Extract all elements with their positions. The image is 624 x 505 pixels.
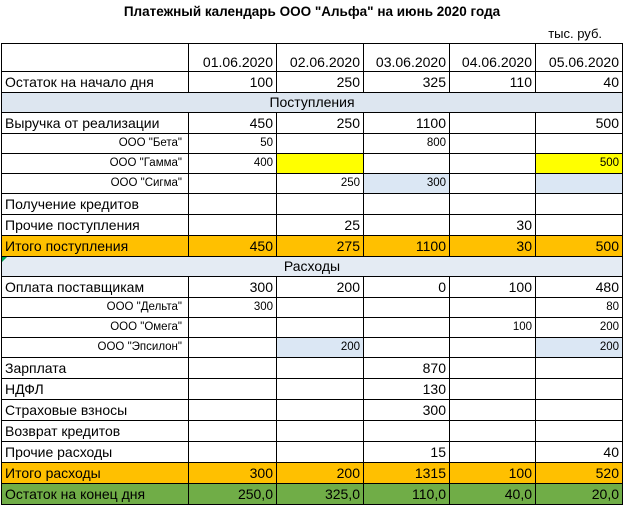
cell: 40,0 xyxy=(450,484,536,505)
cell: 450 xyxy=(189,236,277,257)
cell: 1100 xyxy=(364,236,450,257)
cell: 80 xyxy=(536,298,623,318)
cell: 100 xyxy=(189,72,277,93)
row-label: Возврат кредитов xyxy=(2,421,189,442)
cell xyxy=(450,358,536,379)
cell: 100 xyxy=(450,318,536,338)
date-header: 04.06.2020 xyxy=(450,44,536,72)
cell: 250,0 xyxy=(189,484,277,505)
row-label: ООО "Дельта" xyxy=(2,298,189,318)
cell: 1315 xyxy=(364,463,450,484)
gamma-row xyxy=(2,154,623,174)
cell xyxy=(450,338,536,358)
other-receipts-row xyxy=(2,215,623,236)
cell: 500 xyxy=(536,236,623,257)
cell xyxy=(450,174,536,194)
cell xyxy=(189,358,277,379)
date-header: 01.06.2020 xyxy=(189,44,277,72)
cell xyxy=(189,338,277,358)
cell xyxy=(189,379,277,400)
cell: 30 xyxy=(450,215,536,236)
header-empty-cell xyxy=(2,44,189,72)
cell xyxy=(189,318,277,338)
cell xyxy=(450,194,536,215)
row-label: ООО "Эпсилон" xyxy=(2,338,189,358)
cell xyxy=(277,358,364,379)
cell xyxy=(277,400,364,421)
sigma-row xyxy=(2,174,623,194)
cell xyxy=(536,421,623,442)
other-expenses-row xyxy=(2,442,623,463)
date-header: 03.06.2020 xyxy=(364,44,450,72)
cell: 50 xyxy=(189,134,277,154)
beta-row xyxy=(2,134,623,154)
ndfl-row xyxy=(2,379,623,400)
cell xyxy=(450,379,536,400)
cell: 110 xyxy=(450,72,536,93)
row-label: Остаток на начало дня xyxy=(2,72,189,93)
total-receipts-row xyxy=(2,236,623,257)
revenue-row xyxy=(2,113,623,134)
row-label: НДФЛ xyxy=(2,379,189,400)
cell: 300 xyxy=(364,400,450,421)
cell xyxy=(536,400,623,421)
cell xyxy=(364,215,450,236)
cell: 450 xyxy=(189,113,277,134)
cell: 275 xyxy=(277,236,364,257)
cell xyxy=(536,215,623,236)
cell xyxy=(189,400,277,421)
cell xyxy=(277,194,364,215)
highlighted-cell: 500 xyxy=(536,154,623,174)
cell: 0 xyxy=(364,277,450,298)
cell: 250 xyxy=(277,72,364,93)
cell: 800 xyxy=(364,134,450,154)
loans-received-row xyxy=(2,194,623,215)
row-label: Прочие расходы xyxy=(2,442,189,463)
row-label: Выручка от реализации xyxy=(2,113,189,134)
cell xyxy=(189,442,277,463)
cell xyxy=(536,194,623,215)
cell xyxy=(450,113,536,134)
cell: 200 xyxy=(277,277,364,298)
cell: 250 xyxy=(277,174,364,194)
cell xyxy=(536,134,623,154)
row-label: Зарплата xyxy=(2,358,189,379)
cell: 1100 xyxy=(364,113,450,134)
cell xyxy=(277,298,364,318)
cell xyxy=(277,421,364,442)
cell: 480 xyxy=(536,277,623,298)
highlighted-cell xyxy=(277,154,364,174)
cell: 130 xyxy=(364,379,450,400)
loan-repayment-row xyxy=(2,421,623,442)
cell: 520 xyxy=(536,463,623,484)
cell xyxy=(189,421,277,442)
cell: 300 xyxy=(189,298,277,318)
delta-row xyxy=(2,298,623,318)
highlighted-cell xyxy=(536,174,623,194)
cell: 325 xyxy=(364,72,450,93)
cell: 40 xyxy=(536,442,623,463)
page-title: Платежный календарь ООО "Альфа" на июнь 2020 года xyxy=(123,4,501,19)
suppliers-row xyxy=(2,277,623,298)
row-label: ООО "Сигма" xyxy=(2,174,189,194)
cell: 20,0 xyxy=(536,484,623,505)
closing-balance-row xyxy=(2,484,623,505)
cell xyxy=(450,298,536,318)
row-label: Остаток на конец дня xyxy=(2,484,189,505)
insurance-row xyxy=(2,400,623,421)
highlighted-cell: 200 xyxy=(536,338,623,358)
cell: 100 xyxy=(450,277,536,298)
cell: 40 xyxy=(536,72,623,93)
cell: 200 xyxy=(277,463,364,484)
salary-row xyxy=(2,358,623,379)
row-label: Оплата поставщикам xyxy=(2,277,189,298)
date-header: 05.06.2020 xyxy=(536,44,623,72)
row-label: ООО "Бета" xyxy=(2,134,189,154)
cell xyxy=(450,134,536,154)
date-header: 02.06.2020 xyxy=(277,44,364,72)
cell xyxy=(189,174,277,194)
cell: 110,0 xyxy=(364,484,450,505)
payment-calendar-table xyxy=(1,43,623,505)
receipts-section-row xyxy=(2,93,623,113)
cell xyxy=(277,379,364,400)
cell xyxy=(364,421,450,442)
cell: 250 xyxy=(277,113,364,134)
opening-balance-row xyxy=(2,72,623,93)
cell: 15 xyxy=(364,442,450,463)
row-label: Итого поступления xyxy=(2,236,189,257)
cell: 100 xyxy=(450,463,536,484)
cell xyxy=(277,442,364,463)
cell xyxy=(536,358,623,379)
cell xyxy=(277,134,364,154)
section-heading: Расходы xyxy=(2,257,623,277)
highlighted-cell: 300 xyxy=(364,174,450,194)
cell xyxy=(450,400,536,421)
cell xyxy=(364,154,450,174)
omega-row xyxy=(2,318,623,338)
cell: 870 xyxy=(364,358,450,379)
cell xyxy=(189,215,277,236)
epsilon-row xyxy=(2,338,623,358)
cell xyxy=(277,318,364,338)
table-header-row xyxy=(2,44,623,72)
highlighted-cell: 200 xyxy=(277,338,364,358)
section-heading: Поступления xyxy=(2,93,623,113)
total-expenses-row xyxy=(2,463,623,484)
cell xyxy=(364,318,450,338)
cell: 30 xyxy=(450,236,536,257)
row-label: Итого расходы xyxy=(2,463,189,484)
cell xyxy=(364,298,450,318)
cell xyxy=(189,194,277,215)
cell xyxy=(364,338,450,358)
cell: 25 xyxy=(277,215,364,236)
cell: 300 xyxy=(189,463,277,484)
cell: 200 xyxy=(536,318,623,338)
cell xyxy=(450,154,536,174)
cell xyxy=(364,194,450,215)
row-label: ООО "Омега" xyxy=(2,318,189,338)
cell: 300 xyxy=(189,277,277,298)
cell: 325,0 xyxy=(277,484,364,505)
units-label: тыс. руб. xyxy=(548,26,602,41)
row-label: Страховые взносы xyxy=(2,400,189,421)
row-label: ООО "Гамма" xyxy=(2,154,189,174)
row-label: Прочие поступления xyxy=(2,215,189,236)
cell xyxy=(450,442,536,463)
cell: 400 xyxy=(189,154,277,174)
cell xyxy=(450,421,536,442)
cell: 500 xyxy=(536,113,623,134)
cell xyxy=(536,379,623,400)
expenses-section-row xyxy=(2,257,623,277)
row-label: Получение кредитов xyxy=(2,194,189,215)
